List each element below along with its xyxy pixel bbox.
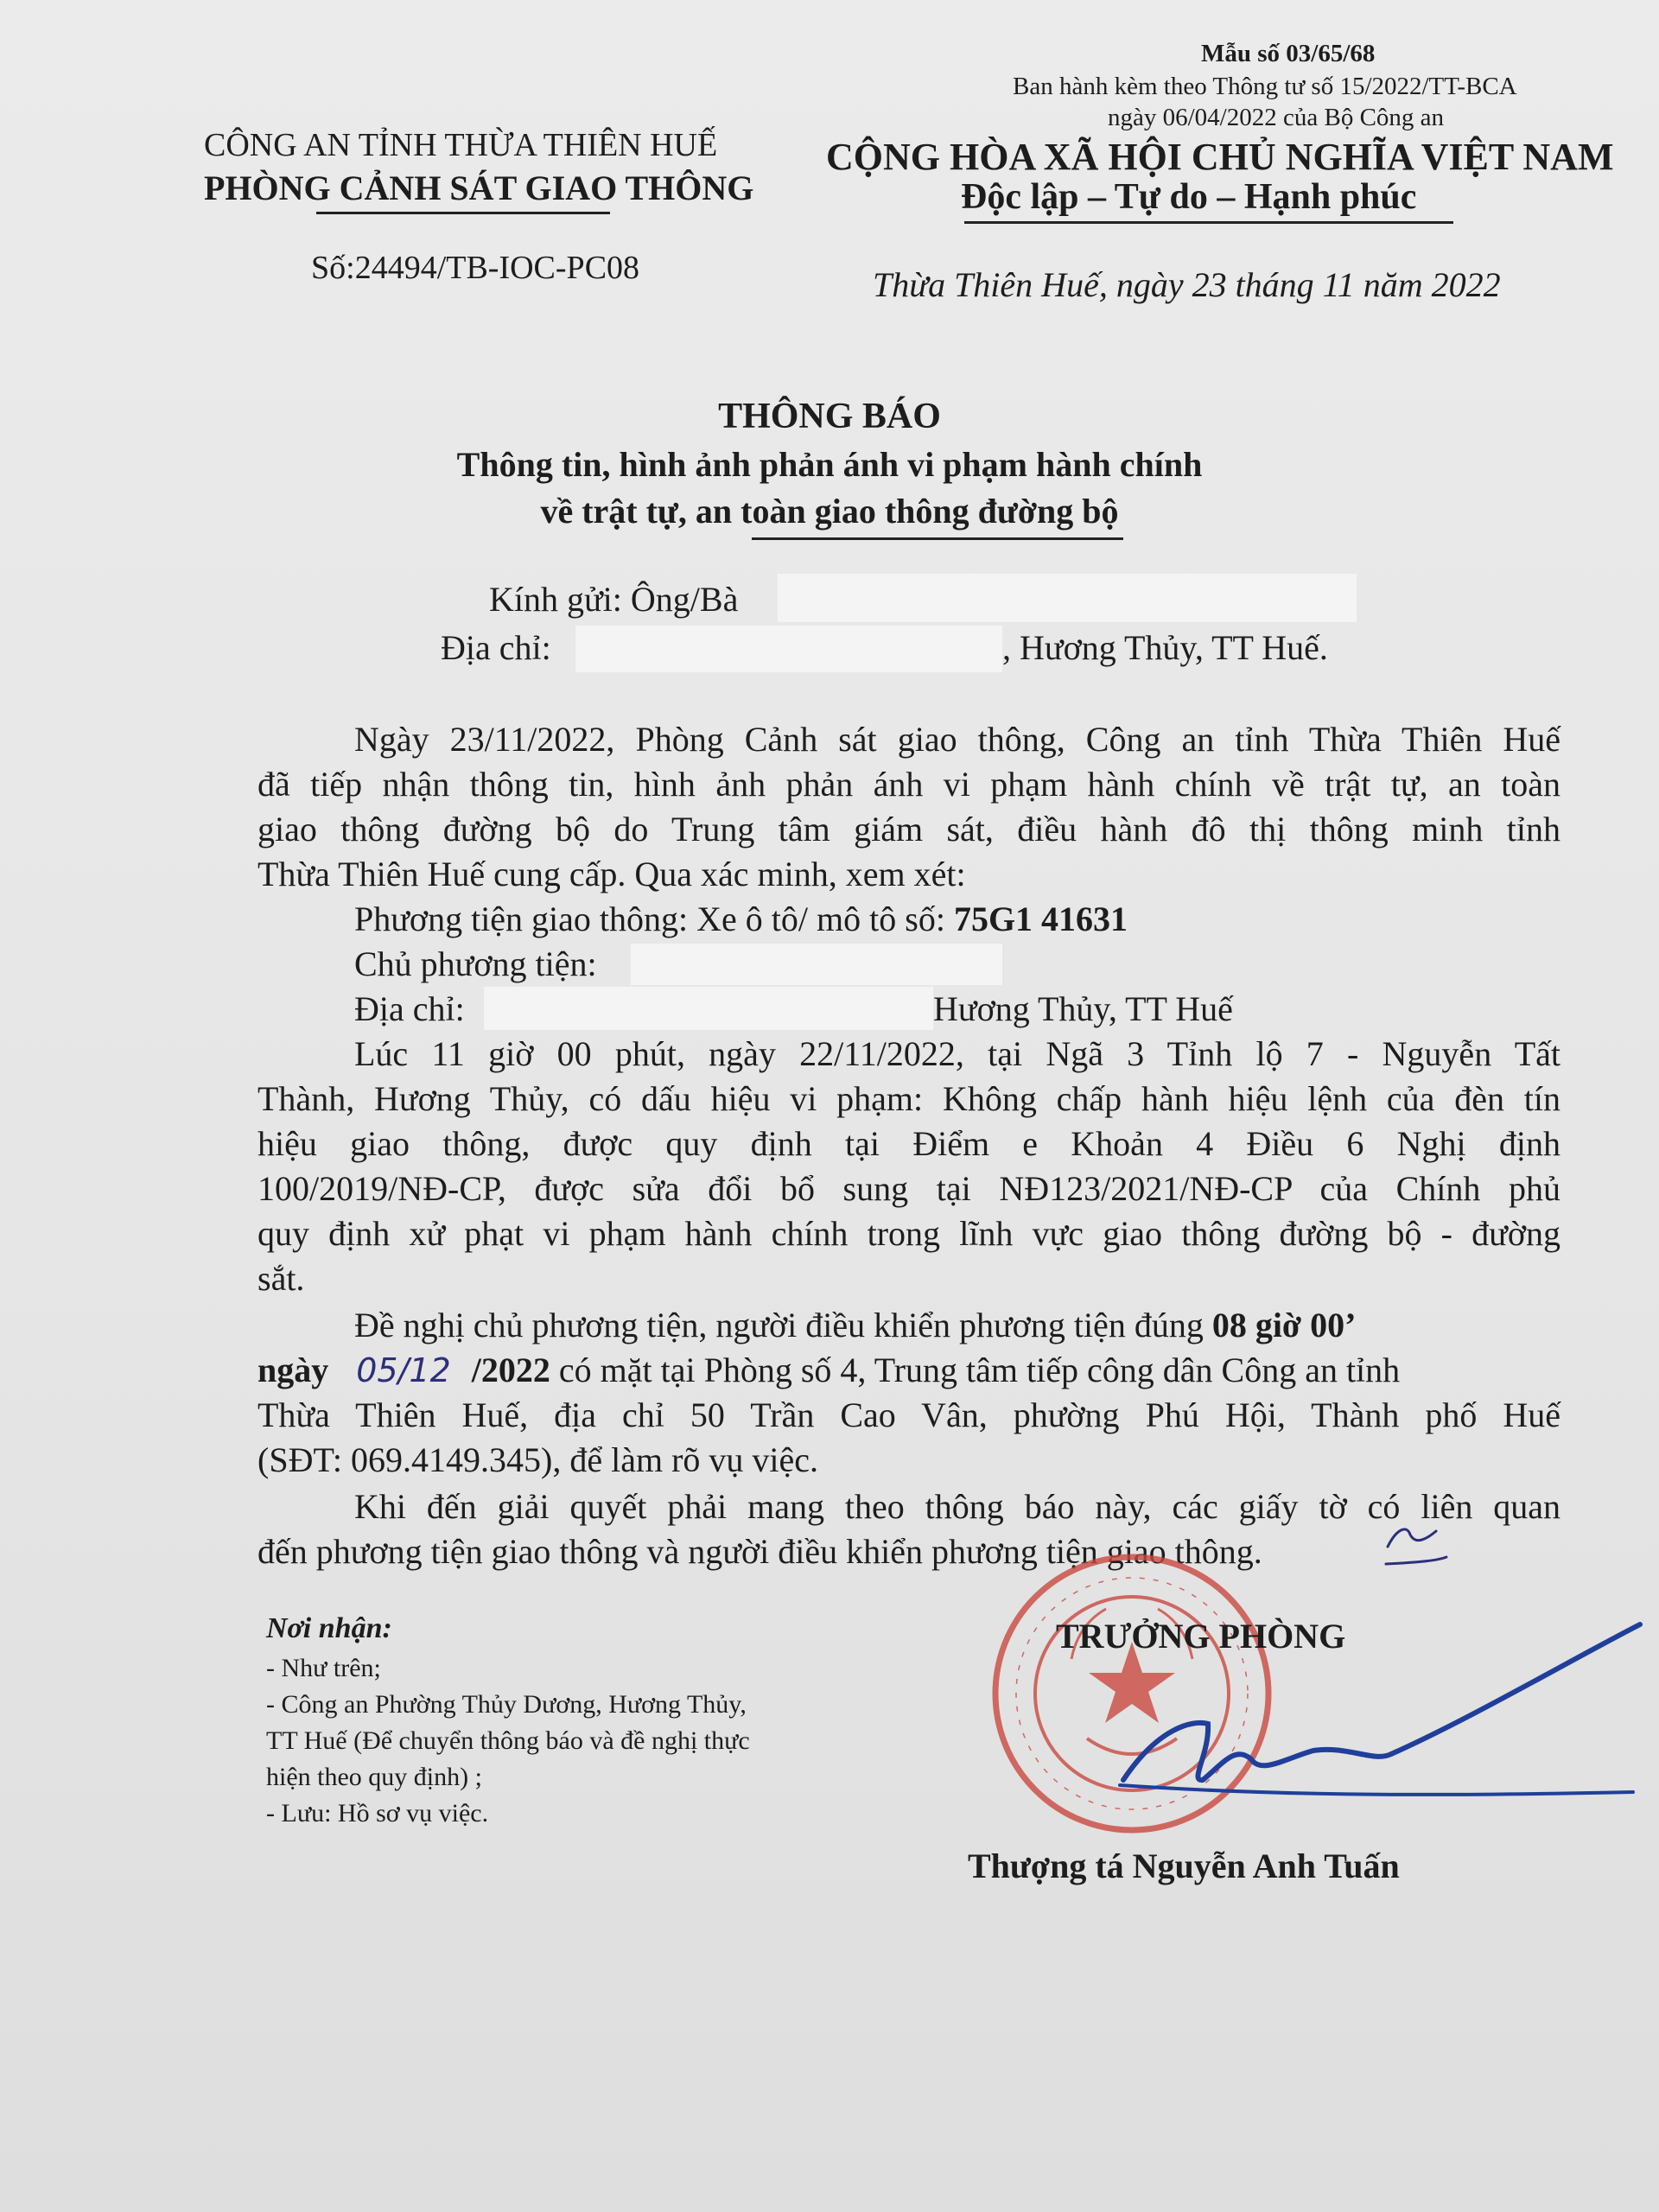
handwritten-signature xyxy=(1120,1529,1640,1795)
recipient-item: hiện theo quy định) ; xyxy=(266,1763,482,1791)
owner-address-label: Địa chỉ: xyxy=(354,989,465,1028)
vehicle-plate: 75G1 41631 xyxy=(953,899,1128,938)
recipient-item: - Như trên; xyxy=(266,1654,381,1682)
para2-line5: quy định xử phạt vi phạm hành chính trong lĩnh vực giao thông đường bộ - đường xyxy=(257,1214,1560,1253)
signer-name: Thượng tá Nguyễn Anh Tuấn xyxy=(968,1847,1400,1885)
recipient-item: TT Huế (Để chuyển thông báo và đề nghị thực xyxy=(266,1726,750,1755)
para2-line4: 100/2019/NĐ-CP, được sửa đổi bổ sung tại NĐ123/2021/NĐ-CP của Chính phủ xyxy=(257,1169,1560,1208)
appointment-year: /2022 xyxy=(471,1351,550,1389)
para3-request: Đề nghị chủ phương tiện, người điều khiển phương tiện đúng xyxy=(354,1306,1204,1344)
para2-line1: Lúc 11 giờ 00 phút, ngày 22/11/2022, tại Ngã 3 Tỉnh lộ 7 - Nguyễn Tất xyxy=(354,1034,1560,1073)
owner-label: Chủ phương tiện: xyxy=(354,944,597,983)
recipient-item: - Công an Phường Thủy Dương, Hương Thủy, xyxy=(266,1690,747,1719)
para1-line4: Thừa Thiên Huế cung cấp. Qua xác minh, xem xét: xyxy=(257,855,966,893)
recipient-address-label: Địa chỉ: xyxy=(441,628,551,667)
para4-line1: Khi đến giải quyết phải mang theo thông báo này, các giấy tờ có liên quan xyxy=(354,1487,1560,1526)
appointment-time: 08 giờ 00’ xyxy=(1211,1306,1357,1344)
owner-address-suffix: Hương Thủy, TT Huế xyxy=(933,989,1233,1028)
recipient-item: - Lưu: Hồ sơ vụ việc. xyxy=(266,1799,489,1827)
appointment-place: có mặt tại Phòng số 4, Trung tâm tiếp công dân Công an tỉnh xyxy=(558,1351,1401,1389)
document-title: THÔNG BÁO xyxy=(718,397,941,436)
form-reference-line-1: Ban hành kèm theo Thông tư số 15/2022/TT-BCA xyxy=(1013,73,1517,100)
para1-line2: đã tiếp nhận thông tin, hình ảnh phản ánh vi phạm hành chính về trật tự, an toàn xyxy=(257,765,1560,804)
document-subtitle-2: về trật tự, an toàn giao thông đường bộ xyxy=(540,492,1119,531)
document-number: Số:24494/TB-IOC-PC08 xyxy=(311,250,640,286)
recipient-greeting: Kính gửi: Ông/Bà xyxy=(489,580,739,619)
signature-title: TRƯỞNG PHÒNG xyxy=(1056,1617,1346,1656)
national-motto: Độc lập – Tự do – Hạnh phúc xyxy=(961,177,1417,217)
place-date: Thừa Thiên Huế, ngày 23 tháng 11 năm 2022 xyxy=(873,265,1501,304)
vehicle-label: Phương tiện giao thông: Xe ô tô/ mô tô số: xyxy=(354,899,945,938)
appointment-day-label: ngày xyxy=(257,1351,329,1389)
para3-line4: (SĐT: 069.4149.345), để làm rõ vụ việc. xyxy=(257,1440,819,1479)
para4-line2: đến phương tiện giao thông và người điều khiển phương tiện giao thông. xyxy=(257,1532,1262,1571)
agency-name: CÔNG AN TỈNH THỪA THIÊN HUẾ xyxy=(204,127,718,163)
department-name: PHÒNG CẢNH SÁT GIAO THÔNG xyxy=(204,168,754,207)
document-subtitle-1: Thông tin, hình ảnh phản ánh vi phạm hành chính xyxy=(456,445,1203,484)
form-reference-line-2: ngày 06/04/2022 của Bộ Công an xyxy=(1108,104,1445,131)
para2-line3: hiệu giao thông, được quy định tại Điểm e Khoản 4 Điều 6 Nghị định xyxy=(257,1124,1560,1163)
para1-line3: giao thông đường bộ do Trung tâm giám sát, điều hành đô thị thông minh tỉnh xyxy=(257,810,1560,849)
form-number: Mẫu số 03/65/68 xyxy=(1201,40,1376,67)
recipients-title: Nơi nhận: xyxy=(266,1612,392,1644)
handwritten-date: 05/12 xyxy=(356,1351,451,1389)
para1-line1: Ngày 23/11/2022, Phòng Cảnh sát giao thông, Công an tỉnh Thừa Thiên Huế xyxy=(354,720,1560,759)
para2-line6: sắt. xyxy=(257,1259,305,1298)
para3-line3: Thừa Thiên Huế, địa chỉ 50 Trần Cao Vân, phường Phú Hội, Thành phố Huế xyxy=(257,1395,1560,1434)
republic-heading: CỘNG HÒA XÃ HỘI CHỦ NGHĨA VIỆT NAM xyxy=(826,136,1614,178)
para2-line2: Thành, Hương Thủy, có dấu hiệu vi phạm: Không chấp hành hiệu lệnh của đèn tín xyxy=(257,1079,1560,1118)
official-seal xyxy=(995,1557,1268,1830)
recipient-address-suffix: , Hương Thủy, TT Huế. xyxy=(1002,628,1328,667)
